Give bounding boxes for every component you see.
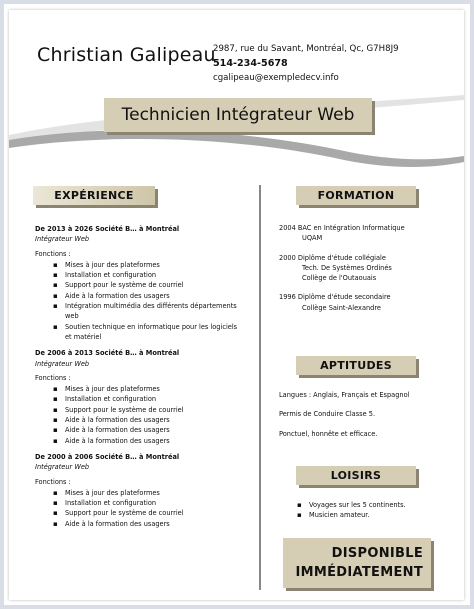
task-item: ▪ Aide à la formation des usagers bbox=[65, 436, 245, 446]
aptitudes-heading: APTITUDES bbox=[296, 356, 416, 375]
task-item: ▪ Support pour le système de courriel bbox=[65, 508, 245, 518]
availability-banner bbox=[283, 538, 431, 588]
task-item: ▪ Installation et configuration bbox=[65, 498, 245, 508]
education-entry bbox=[279, 292, 459, 313]
task-item: ▪ Installation et configuration bbox=[65, 394, 245, 404]
education-degree: 1996 Diplôme d'étude secondaire bbox=[279, 293, 391, 302]
aptitude-item: Ponctuel, honnête et efficace. bbox=[279, 429, 378, 438]
task-item: ▪ Mises à jour des plateformes bbox=[65, 260, 245, 270]
job-period: De 2013 à 2026 Société B… à Montréal bbox=[35, 225, 180, 233]
task-list bbox=[35, 260, 245, 342]
education-degree: 2000 Diplôme d'étude collégiale bbox=[279, 253, 386, 262]
task-item: ▪ Support pour le système de courriel bbox=[65, 280, 245, 290]
formation-heading: FORMATION bbox=[296, 186, 416, 205]
availability-line1: DISPONIBLE bbox=[331, 546, 423, 561]
education-school: Collège Saint-Alexandre bbox=[302, 303, 381, 312]
education-degree: 2004 BAC en Intégration Informatique bbox=[279, 224, 405, 232]
experience-list bbox=[35, 224, 245, 535]
education-entry bbox=[279, 253, 459, 284]
task-item: ▪ Soutien technique en informatique pour les logiciels et matériel bbox=[65, 322, 245, 343]
task-item: ▪ Support pour le système de courriel bbox=[65, 405, 245, 415]
task-item: ▪ Aide à la formation des usagers bbox=[65, 519, 245, 529]
column-divider bbox=[259, 185, 261, 590]
aptitude-item: Permis de Conduire Classe 5. bbox=[279, 410, 376, 419]
contact-block bbox=[213, 42, 399, 86]
job-title: Technicien Intégrateur Web bbox=[121, 105, 355, 125]
hobby-item: ▪ Musicien amateur. bbox=[309, 510, 459, 520]
aptitude-item: Langues : Anglais, Français et Espagnol bbox=[279, 391, 410, 399]
job-period: De 2000 à 2006 Société B… à Montréal bbox=[35, 452, 180, 461]
loisirs-block bbox=[279, 500, 459, 521]
job-entry bbox=[35, 452, 245, 529]
job-role: Intégrateur Web bbox=[35, 359, 90, 368]
job-period: De 2006 à 2013 Société B… à Montréal bbox=[35, 349, 180, 358]
functions-label: Fonctions : bbox=[35, 373, 71, 382]
experience-heading: EXPÉRIENCE bbox=[33, 186, 155, 205]
hobbies-list bbox=[279, 500, 459, 521]
candidate-name: Christian Galipeau bbox=[37, 44, 216, 66]
availability-line2: IMMÉDIATEMENT bbox=[295, 565, 423, 580]
task-item: ▪ Aide à la formation des usagers bbox=[65, 291, 245, 301]
formation-list bbox=[279, 223, 459, 322]
job-title-banner bbox=[104, 98, 372, 132]
email: cgalipeau@exempledecv.info bbox=[213, 73, 339, 83]
task-list bbox=[35, 488, 245, 529]
job-role: Intégrateur Web bbox=[35, 463, 90, 472]
aptitudes-list bbox=[279, 390, 459, 448]
hobby-item: ▪ Voyages sur les 5 continents. bbox=[309, 500, 459, 510]
task-item: ▪ Intégration multimédia des différents départements web bbox=[65, 301, 245, 322]
task-item: ▪ Aide à la formation des usagers bbox=[65, 425, 245, 435]
job-entry bbox=[35, 348, 245, 446]
address: 2987, rue du Savant, Montréal, Qc, G7H8J9 bbox=[213, 44, 399, 54]
functions-label: Fonctions : bbox=[35, 249, 71, 258]
education-program: Tech. De Systèmes Ordinés bbox=[302, 263, 392, 272]
task-list bbox=[35, 384, 245, 446]
functions-label: Fonctions : bbox=[35, 477, 71, 486]
job-entry bbox=[35, 224, 245, 342]
resume-page bbox=[9, 10, 464, 600]
loisirs-heading: LOISIRS bbox=[296, 466, 416, 485]
phone-number: 514-234-5678 bbox=[213, 57, 288, 69]
job-role: Intégrateur Web bbox=[35, 235, 90, 244]
education-school: UQAM bbox=[302, 234, 323, 243]
task-item: ▪ Installation et configuration bbox=[65, 270, 245, 280]
education-entry bbox=[279, 223, 459, 244]
education-school: Collège de l'Outaouais bbox=[302, 274, 377, 283]
task-item: ▪ Aide à la formation des usagers bbox=[65, 415, 245, 425]
task-item: ▪ Mises à jour des plateformes bbox=[65, 488, 245, 498]
task-item: ▪ Mises à jour des plateformes bbox=[65, 384, 245, 394]
